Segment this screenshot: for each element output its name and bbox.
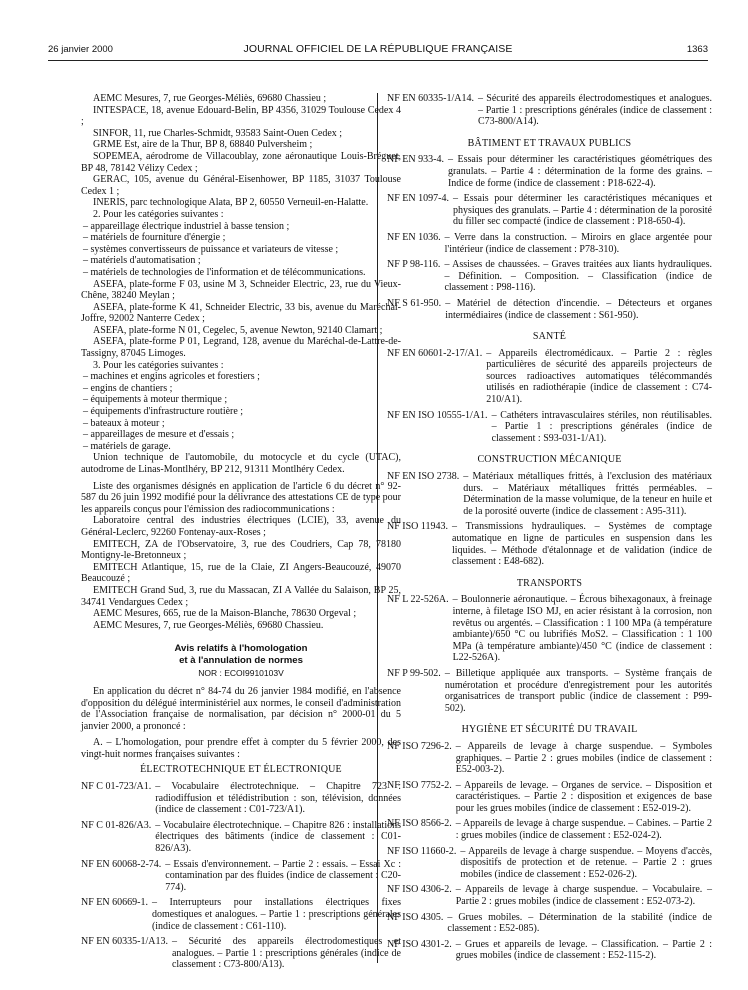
norm-description: – Assises de chaussées. – Graves traitées aux liants hydrauliques. – Définition. – Composition. – Classification (indice de classement : P98-116). — [444, 259, 712, 294]
norm-code: NF ISO 11660-2. — [387, 845, 457, 857]
norm-description: – Grues et appareils de levage. – Classification. – Partie 2 : grues mobiles (indice de classement : E52-115-2). — [455, 938, 712, 962]
norm-description: – Transmissions hydrauliques. – Systèmes de comptage automatique en ligne de particules en suspension dans les liquides. – Méthode d'étalonnage et de validation (indice de classement : E48-682). — [452, 521, 712, 568]
norm-entry — [387, 93, 712, 128]
norm-entry — [387, 410, 712, 445]
category-2-items — [81, 221, 401, 279]
norm-code: NF P 99-502. — [387, 667, 441, 679]
organism-entry: ASEFA, plate-forme K 41, Schneider Electric, 33 bis, avenue du Maréchal-Joffre, 92002 Nanterre Cedex ; — [81, 301, 401, 325]
norm-description: – Appareils de levage à charge suspendue. – Symboles graphiques. – Partie 2 : grues mobiles (indice de classement : E52-003-2). — [455, 740, 712, 776]
norm-sections — [387, 138, 712, 962]
norm-code: NF EN 60335-1/A13. — [81, 936, 168, 948]
norm-description: – Appareils de levage à charge suspendue. – Moyens d'accès, dispositifs de protection et de retenue. – Partie 2 : grues mobiles (indice de classement : E52-026-2). — [460, 845, 712, 880]
norm-code: NF ISO 4305. — [387, 911, 444, 923]
norm-code: NF P 98-116. — [387, 259, 441, 271]
organism-entry: EMITECH, ZA de l'Observatoire, 3, rue des Coudriers, Cap 78, 78180 Montigny-le-Bretonneux ; — [81, 538, 401, 562]
norm-code: NF EN 1036. — [387, 231, 441, 243]
organisms-list-3 — [81, 515, 401, 631]
norm-entry — [81, 820, 401, 855]
norm-description: – Vocabulaire électrotechnique. – Chapitre 826 : installations électriques des bâtiments (indice de classement : C01-826/A3). — [155, 819, 401, 855]
norm-entry — [387, 741, 712, 776]
category-item: – équipements à moteur thermique ; — [93, 394, 401, 406]
norm-entry — [387, 594, 712, 664]
norm-code: NF EN 1097-4. — [387, 193, 449, 205]
page-header — [48, 42, 708, 61]
norm-description: – Vocabulaire électrotechnique. – Chapitre 723 : radiodiffusion et télédistribution : son, télévision, données (indice de classement : C01-723/A1). — [155, 781, 401, 816]
norm-entry — [387, 884, 712, 907]
norm-description: – Cathéters intravasculaires stériles, non réutilisables. – Partie 1 : prescriptions générales (indice de classement : S93-031-1/A1). — [491, 409, 712, 444]
norm-description: – Appareils de levage. – Organes de service. – Disposition et caractéristiques. – Partie 2 : disposition et exigences de base pour les grues mobiles (indice de classement : E52-019-2). — [455, 779, 712, 814]
norm-code: NF EN 60068-2-74. — [81, 858, 162, 870]
category-item: – appareillages de mesure et d'essais ; — [93, 429, 401, 441]
section-title: BÂTIMENT ET TRAVAUX PUBLICS — [467, 137, 632, 149]
category-item: – matériels de technologies de l'information et de télécommunications. — [93, 267, 401, 279]
organism-entry: INTESPACE, 18, avenue Edouard-Belin, BP 4356, 31029 Toulouse Cedex 4 ; — [81, 104, 401, 128]
category-item: – engins de chantiers ; — [93, 383, 401, 395]
norm-entry — [387, 298, 712, 321]
category-item: – systèmes convertisseurs de puissance et variateurs de vitesse ; — [93, 244, 401, 256]
norm-entry — [387, 521, 712, 567]
norm-code: NF ISO 11943. — [387, 521, 449, 533]
norm-description: – Grues mobiles. – Détermination de la stabilité (indice de classement : E52-085). — [447, 911, 712, 935]
norm-code: NF ISO 4301-2. — [387, 938, 452, 950]
avis-title — [81, 643, 401, 666]
norm-entry — [387, 348, 712, 406]
norm-description: – Essais d'environnement. – Partie 2 : essais. – Essai Xc : contamination par des fluides (indice de classement : C20-774). — [165, 858, 401, 893]
norm-code: NF EN ISO 10555-1/A1. — [387, 409, 488, 421]
section-title-electrotechnique: ÉLECTROTECHNIQUE ET ÉLECTRONIQUE — [140, 764, 342, 776]
norm-entry — [81, 859, 401, 894]
norm-entry — [387, 232, 712, 255]
norm-entry — [81, 781, 401, 816]
organisms-list-1 — [81, 93, 401, 209]
organism-entry: ASEFA, plate-forme N 01, Cegelec, 5, avenue Newton, 92140 Clamart ; — [93, 324, 383, 336]
section-title: SANTÉ — [532, 331, 567, 343]
norm-code: NF EN ISO 2738. — [387, 471, 460, 483]
organism-entry: Laboratoire central des industries électriques (LCIE), 33, avenue du Général-Leclerc, 92260 Fontenay-aux-Roses ; — [81, 515, 401, 538]
norm-entry — [387, 471, 712, 517]
norm-code: NF EN 60669-1. — [81, 897, 148, 909]
avis-title-line-1: Avis relatifs à l'homologation — [174, 643, 308, 655]
norm-description: – Appareils de levage à charge suspendue. – Cabines. – Partie 2 : grues mobiles (indice de classement : E52-024-2). — [455, 818, 712, 842]
left-column — [81, 93, 401, 971]
organism-entry: AEMC Mesures, 665, rue de la Maison-Blanche, 78630 Orgeval ; — [93, 608, 357, 620]
organism-entry: ASEFA, plate-forme P 01, Legrand, 128, avenue du Maréchal-de-Lattre-de-Tassigny, 87045 Limoges. — [81, 336, 401, 360]
norm-code: NF L 22-526A. — [387, 594, 449, 606]
organism-entry: AEMC Mesures, 7, rue Georges-Méliès, 69680 Chassieu ; — [93, 93, 327, 104]
journal-title: JOURNAL OFFICIEL DE LA RÉPUBLIQUE FRANÇAISE — [243, 43, 513, 55]
norm-entry — [387, 939, 712, 962]
norm-description: – Boulonnerie aéronautique. – Écrous bihexagonaux, à freinage interne, à filetage ISO MJ, en acier résistant à la corrosion, non revêtus ou argentés. – Classification : 1 100 MPa (à température ambiante)/650 °C ou lubrifiés MoS2. – Classification : 1 100 MPa (à température ambiante)/450 °C (indice de classement : L22-526A). — [452, 594, 712, 664]
norm-description: – Appareils électromédicaux. – Partie 2 : règles particulières de sécurité des appareils projecteurs de sources radioactives automatiques télécommandés utilisés en radiothérapie (indice de classement : C74-210/A1). — [486, 347, 712, 406]
norm-description: – Billetique appliquée aux transports. – Système français de numérotation et procédure d'enregistrement pour les autorités organisatrices de transport public (indice de classement : P99-502). — [444, 667, 712, 714]
norm-code: NF C 01-723/A1. — [81, 781, 152, 793]
organism-entry: EMITECH Grand Sud, 3, rue du Massacan, ZI A Vallée du Salaison, BP 25, 34741 Vendargues Cedex ; — [81, 584, 401, 608]
nor-reference: NOR : ECOI9910103V — [198, 668, 284, 679]
category-item: – matériels de garage. — [93, 441, 401, 453]
utac-paragraph: Union technique de l'automobile, du motocycle et du cycle (UTAC), autodrome de Linas-Montlhéry, BP 212, 91311 Montlhéry Cedex. — [81, 452, 401, 475]
norm-entry — [387, 154, 712, 189]
norm-entry — [387, 193, 712, 228]
norm-entry — [387, 846, 712, 881]
right-column — [387, 93, 712, 962]
category-item: – bateaux à moteur ; — [93, 418, 401, 430]
norm-code: NF EN 60601-2-17/A1. — [387, 347, 483, 359]
norm-entry — [387, 780, 712, 815]
norm-entry — [81, 897, 401, 932]
section-title: HYGIÈNE ET SÉCURITÉ DU TRAVAIL — [461, 724, 638, 736]
organism-entry: EMITECH Atlantique, 15, rue de la Claie, ZI Angers-Beaucouzé, 49070 Beaucouzé ; — [81, 561, 401, 585]
norm-description: – Matériel de détection d'incendie. – Détecteurs et organes intermédiaires (indice de classement : S61-950). — [445, 297, 712, 321]
section-title: TRANSPORTS — [516, 577, 583, 589]
electrotechnique-norms — [81, 781, 401, 971]
decret-paragraph: En application du décret n° 84-74 du 26 janvier 1984 modifié, en l'absence d'opposition du délégué interministériel aux normes, le conseil d'administration de l'Association française de normalisation, par décision n° 2000-01 du 5 janvier 2000, a prononcé : — [81, 685, 401, 732]
norm-entry — [387, 818, 712, 841]
norm-code: NF C 01-826/A3. — [81, 819, 152, 831]
norm-entry — [81, 936, 401, 971]
organism-entry: AEMC Mesures, 7, rue Georges-Méliès, 69680 Chassieu. — [93, 619, 324, 631]
norm-description: – Essais pour déterminer les caractéristiques géométriques des granulats. – Partie 4 : détermination de la forme des grains. – Indice de forme (indice de classement : P18-622-4). — [447, 154, 712, 189]
norm-description: – Appareils de levage à charge suspendue. – Vocabulaire. – Partie 2 : grues mobiles (indice de classement : E52-073-2). — [455, 884, 712, 908]
section-title: CONSTRUCTION MÉCANIQUE — [477, 454, 622, 466]
organism-entry: GRME Est, aire de la Thur, BP 8, 68840 Pulversheim ; — [93, 139, 313, 151]
category-3-title: 3. Pour les catégories suivantes : — [93, 359, 224, 371]
header-date: 26 janvier 2000 — [48, 44, 113, 55]
norm-code: NF EN 933-4. — [387, 154, 444, 166]
norm-description: – Sécurité des appareils électrodomestiques et analogues. – Partie 1 : prescriptions générales (indice de classement : C73-800/A14). — [477, 93, 712, 128]
norm-code: NF ISO 7752-2. — [387, 779, 452, 791]
norm-entry — [387, 912, 712, 935]
category-item: – machines et engins agricoles et forestiers ; — [93, 371, 401, 383]
norm-code: NF ISO 8566-2. — [387, 818, 452, 830]
organism-entry: GERAC, 105, avenue du Général-Eisenhower, BP 1185, 31037 Toulouse Cedex 1 ; — [81, 174, 401, 197]
avis-title-line-2: et à l'annulation de normes — [179, 654, 303, 666]
organism-entry: ASEFA, plate-forme F 03, usine M 3, Schneider Electric, 23, rue du Vieux-Chêne, 38240 Meylan ; — [81, 278, 401, 302]
category-item: – appareillage électrique industriel à basse tension ; — [93, 221, 401, 233]
category-item: – matériels de fourniture d'énergie ; — [93, 232, 401, 244]
liste-intro-paragraph: Liste des organismes désignés en application de l'article 6 du décret n° 92-587 du 26 juin 1992 modifié pour la délivrance des attestations CE de type pour les appareils conçus pour l'émission des radiocommunications : — [81, 480, 401, 515]
organisms-list-2 — [81, 279, 401, 360]
category-2-title: 2. Pour les catégories suivantes : — [93, 208, 224, 220]
norm-description: – Sécurité des appareils électrodomestiques et analogues. – Partie 1 : prescriptions générales (indice de classement : C73-800/A13). — [171, 936, 401, 971]
paragraph-a: A. – L'homologation, pour prendre effet à compter du 5 février 2000, des vingt-huit normes françaises suivantes : — [81, 737, 401, 760]
norm-description: – Matériaux métalliques frittés, à l'exclusion des matériaux durs. – Matériaux métalliques frittés perméables. – Détermination de la masse volumique, de la teneur en huile et de la porosité ouverte (indice de classement : A95-311). — [463, 471, 712, 517]
norm-description: – Verre dans la construction. – Miroirs en glace argentée pour l'intérieur (indice de classement : P78-310). — [444, 231, 712, 255]
norm-code: NF ISO 7296-2. — [387, 740, 452, 752]
norm-description: – Interrupteurs pour installations électriques fixes domestiques et analogues. – Partie 1 : prescriptions générales (indice de classement : C61-110). — [151, 897, 401, 932]
norm-code: NF ISO 4306-2. — [387, 884, 452, 896]
organism-entry: INERIS, parc technologique Alata, BP 2, 60550 Verneuil-en-Halatte. — [93, 197, 369, 209]
norm-code: NF S 61-950. — [387, 297, 442, 309]
norm-entry — [387, 259, 712, 294]
norm-description: – Essais pour déterminer les caractéristiques mécaniques et physiques des granulats. – Partie 4 : détermination de la porosité du filler sec compacté (indice de classement : P18-650-4). — [452, 193, 712, 228]
norm-entry — [387, 668, 712, 714]
category-item: – équipements d'infrastructure routière ; — [93, 406, 401, 418]
organism-entry: SOPEMEA, aérodrome de Villacoublay, zone aéronautique Louis-Bréguet, BP 48, 78142 Vélizy Cedex ; — [81, 150, 401, 174]
page-number: 1363 — [686, 44, 708, 55]
category-item: – matériels d'automatisation ; — [93, 255, 401, 267]
category-3-items — [81, 371, 401, 452]
organism-entry: SINFOR, 11, rue Charles-Schmidt, 93583 Saint-Ouen Cedex ; — [93, 127, 343, 139]
norm-code: NF EN 60335-1/A14. — [387, 93, 474, 104]
